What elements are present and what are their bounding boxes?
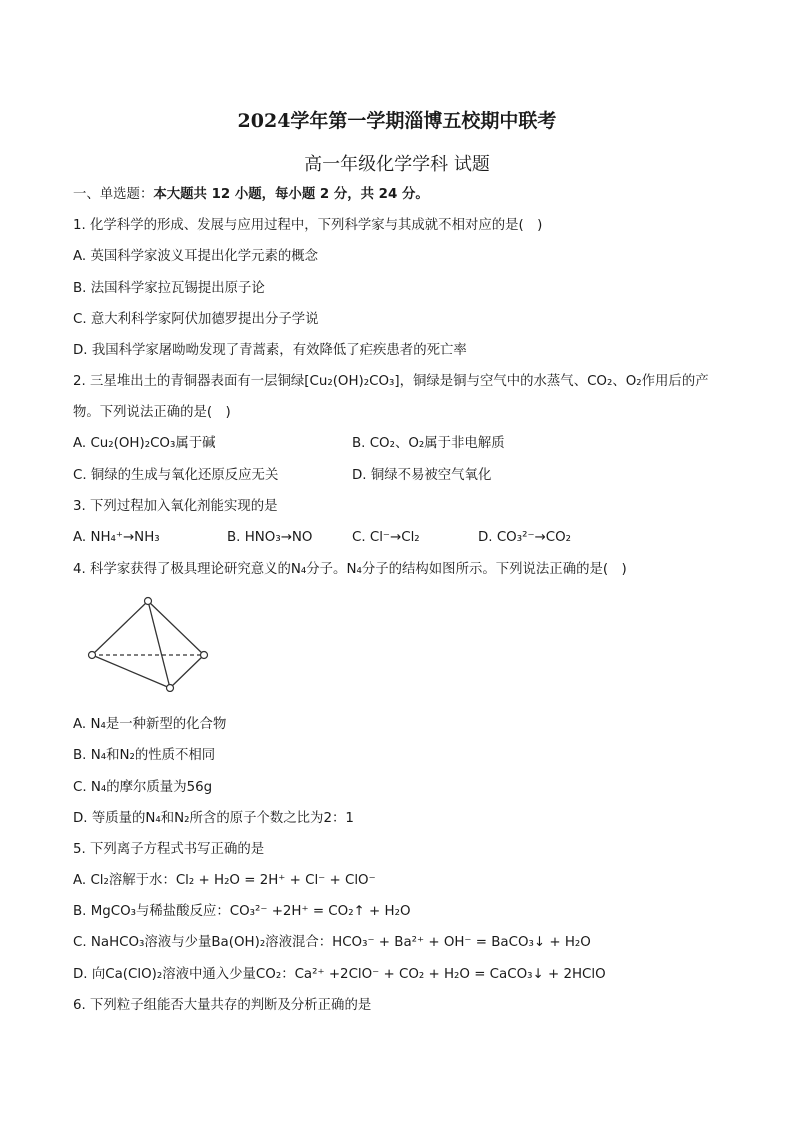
bond-top-right	[148, 601, 204, 655]
bond-right-bottom	[170, 655, 204, 688]
q2-option-c: C. 铜绿的生成与氧化还原反应无关	[73, 468, 279, 483]
q4-option-d: D. 等质量的N₄和N₂所含的原子个数之比为2：1	[73, 811, 354, 826]
n4-molecule-figure	[82, 592, 212, 692]
bond-top-left	[92, 601, 148, 655]
q5-option-d: D. 向Ca(ClO)₂溶液中通入少量CO₂：Ca²⁺ +2ClO⁻ + CO₂ + H₂O = CaCO₃↓ + 2HClO	[73, 967, 606, 982]
bond-left-bottom	[92, 655, 170, 688]
q5-option-c: C. NaHCO₃溶液与少量Ba(OH)₂溶液混合：HCO₃⁻ + Ba²⁺ + OH⁻ = BaCO₃↓ + H₂O	[73, 935, 591, 950]
atom-bottom	[167, 685, 174, 692]
q3-option-c: C. Cl⁻→Cl₂	[352, 530, 420, 545]
q5-stem: 5. 下列离子方程式书写正确的是	[73, 842, 265, 857]
exam-subtitle: 高一年级化学学科 试题	[304, 154, 490, 175]
atom-left	[89, 652, 96, 659]
q6-stem: 6. 下列粒子组能否大量共存的判断及分析正确的是	[73, 998, 372, 1013]
section-heading	[73, 186, 429, 204]
bond-top-bottom	[148, 601, 170, 688]
exam-title: 2024学年第一学期淄博五校期中联考	[237, 110, 557, 132]
q2-stem-line2: 物。下列说法正确的是( )	[73, 405, 231, 420]
q3-option-b: B. HNO₃→NO	[227, 530, 313, 545]
q4-option-c: C. N₄的摩尔质量为56g	[73, 780, 213, 795]
q4-stem: 4. 科学家获得了极具理论研究意义的N₄分子。N₄分子的结构如图所示。下列说法正确的是( )	[73, 562, 627, 577]
q2-stem-line1: 2. 三星堆出土的青铜器表面有一层铜绿[Cu₂(OH)₂CO₃]，铜绿是铜与空气中的水蒸气、CO₂、O₂作用后的产	[73, 374, 709, 389]
q3-option-d: D. CO₃²⁻→CO₂	[478, 530, 571, 545]
q1-stem: 1. 化学科学的形成、发展与应用过程中，下列科学家与其成就不相对应的是( )	[73, 218, 543, 233]
q4-option-b: B. N₄和N₂的性质不相同	[73, 748, 216, 763]
q4-option-a: A. N₄是一种新型的化合物	[73, 717, 227, 732]
q1-option-d: D. 我国科学家屠呦呦发现了青蒿素，有效降低了疟疾患者的死亡率	[73, 343, 467, 358]
atom-top	[145, 598, 152, 605]
q1-option-b: B. 法国科学家拉瓦锡提出原子论	[73, 281, 265, 296]
q2-option-a: A. Cu₂(OH)₂CO₃属于碱	[73, 436, 216, 451]
q3-option-a: A. NH₄⁺→NH₃	[73, 530, 160, 545]
q1-option-c: C. 意大利科学家阿伏加德罗提出分子学说	[73, 312, 319, 327]
section-desc: 本大题共 12 小题，每小题 2 分，共 24 分。	[153, 187, 429, 202]
q2-option-d: D. 铜绿不易被空气氧化	[352, 468, 492, 483]
q2-option-b: B. CO₂、O₂属于非电解质	[352, 436, 505, 451]
section-prefix: 一、单选题：	[73, 187, 154, 202]
q5-option-a: A. Cl₂溶解于水：Cl₂ + H₂O = 2H⁺ + Cl⁻ + ClO⁻	[73, 873, 376, 888]
q5-option-b: B. MgCO₃与稀盐酸反应：CO₃²⁻ +2H⁺ = CO₂↑ + H₂O	[73, 904, 411, 919]
atom-right	[201, 652, 208, 659]
q1-option-a: A. 英国科学家波义耳提出化学元素的概念	[73, 249, 319, 264]
q3-stem: 3. 下列过程加入氧化剂能实现的是	[73, 499, 278, 514]
